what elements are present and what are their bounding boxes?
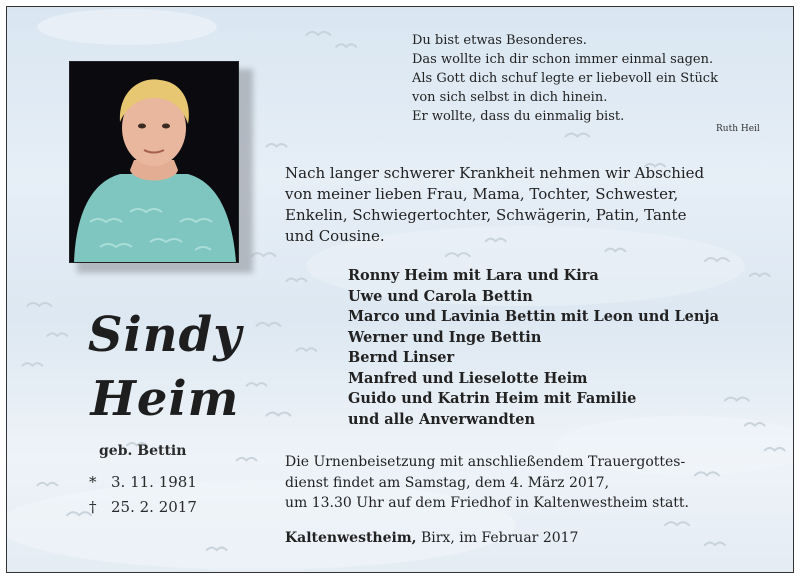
mourner-line: Uwe und Carola Bettin bbox=[348, 287, 533, 305]
poem bbox=[412, 31, 718, 126]
portrait-photo bbox=[69, 61, 239, 263]
mourner-line: Guido und Katrin Heim mit Familie bbox=[348, 390, 637, 407]
mourner-line: Werner und Inge Bettin bbox=[348, 328, 542, 346]
death-cross-icon: † bbox=[89, 498, 97, 516]
farewell-line: Nach langer schwerer Krankheit nehmen wir Abschied bbox=[285, 164, 705, 182]
birth-name: geb. Bettin bbox=[99, 443, 187, 459]
burial-notice bbox=[285, 452, 689, 514]
place-and-date bbox=[285, 530, 578, 546]
deceased-first-name: Sindy bbox=[87, 307, 243, 363]
mourner-line: und alle Anverwandten bbox=[348, 410, 536, 428]
mourner-line: Bernd Linser bbox=[348, 349, 455, 366]
poem-line: Er wollte, dass du einmalig bist. bbox=[412, 109, 625, 124]
poem-line: Als Gott dich schuf legte er liebevoll ein Stück bbox=[412, 71, 718, 86]
birth-star-icon: * bbox=[89, 473, 97, 491]
poem-line: Du bist etwas Besonderes. bbox=[412, 33, 587, 48]
place-name: Kaltenwestheim, bbox=[285, 530, 417, 546]
death-date-row bbox=[89, 495, 197, 520]
farewell-text bbox=[285, 163, 785, 247]
mourner-line: Ronny Heim mit Lara und Kira bbox=[348, 267, 599, 284]
poem-line: Das wollte ich dir schon immer einmal sagen. bbox=[412, 52, 714, 67]
deceased-last-name: Heim bbox=[90, 371, 240, 427]
death-date: 25. 2. 2017 bbox=[111, 498, 197, 516]
portrait-image bbox=[70, 62, 238, 262]
mourner-line: Marco und Lavinia Bettin mit Leon und Lenja bbox=[348, 308, 720, 325]
life-dates bbox=[89, 470, 197, 520]
birth-date: 3. 11. 1981 bbox=[111, 473, 197, 491]
poem-line: von sich selbst in dich hinein. bbox=[412, 90, 608, 105]
farewell-line: Enkelin, Schwiegertochter, Schwägerin, Patin, Tante bbox=[285, 206, 687, 224]
farewell-line: von meiner lieben Frau, Mama, Tochter, Schwester, bbox=[285, 185, 679, 203]
mourners-list bbox=[348, 266, 719, 430]
mourner-line: Manfred und Lieselotte Heim bbox=[348, 369, 588, 387]
place-date-rest: Birx, im Februar 2017 bbox=[416, 530, 579, 546]
farewell-line: und Cousine. bbox=[285, 227, 385, 245]
notice-line: um 13.30 Uhr auf dem Friedhof in Kaltenwestheim statt. bbox=[285, 495, 690, 511]
birth-date-row bbox=[89, 470, 197, 495]
notice-line: Die Urnenbeisetzung mit anschließendem Trauergottes- bbox=[285, 454, 686, 470]
poem-author: Ruth Heil bbox=[716, 124, 760, 134]
notice-line: dienst findet am Samstag, dem 4. März 2017, bbox=[285, 474, 610, 491]
obituary-frame bbox=[6, 6, 794, 573]
